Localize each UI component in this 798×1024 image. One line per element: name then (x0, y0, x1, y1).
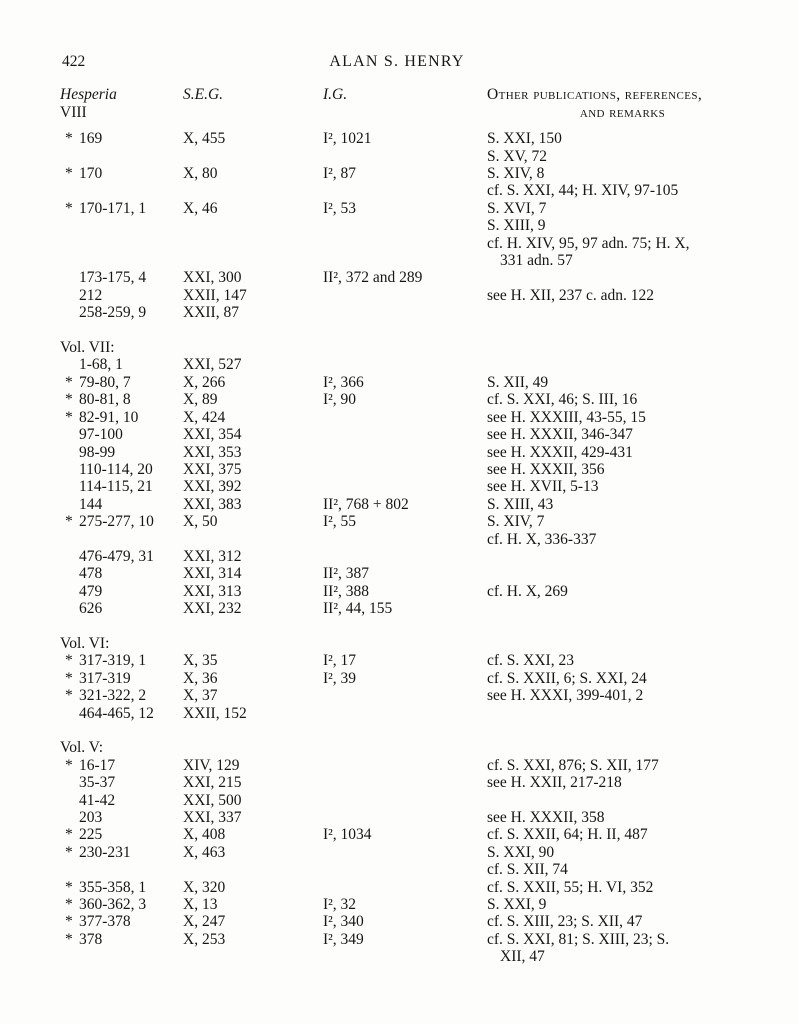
hesperia-reference-cell: 360-362, 3 (79, 896, 147, 914)
remark-line: S. XIII, 43 (487, 495, 554, 513)
seg-reference-cell: XXI, 215 (183, 774, 242, 792)
hesperia-reference-cell: 479 (79, 582, 103, 600)
hesperia-reference-cell: 321-322, 2 (79, 687, 147, 705)
remarks-cell (487, 879, 758, 896)
seg-reference-cell: X, 13 (183, 896, 218, 914)
remark-line: cf. S. XXI, 23 (487, 652, 574, 670)
hesperia-reference-cell: 626 (79, 600, 103, 618)
seg-reference-cell: XXI, 527 (183, 356, 242, 374)
row-star-marker: * (65, 165, 73, 183)
remarks-cell (487, 687, 758, 704)
section-title: Vol. VII: (60, 339, 115, 357)
row-star-marker: * (65, 843, 73, 861)
remark-line: 331 adn. 57 (500, 252, 573, 270)
remarks-cell (487, 583, 758, 600)
running-head (60, 53, 758, 70)
table-row (60, 913, 758, 930)
page-number: 422 (62, 53, 86, 70)
remarks-cell (487, 757, 758, 774)
ig-reference-cell: I², 340 (323, 913, 364, 931)
table-row (60, 565, 758, 582)
remark-line: XII, 47 (500, 948, 545, 966)
seg-reference-cell: X, 408 (183, 826, 226, 844)
remarks-cell (487, 896, 758, 913)
hesperia-reference-cell: 275-277, 10 (79, 513, 154, 531)
remarks-cell (487, 931, 758, 966)
seg-reference-cell: XXII, 147 (183, 286, 247, 304)
remarks-cell (487, 444, 758, 461)
seg-reference-cell: XXI, 500 (183, 791, 242, 809)
row-star-marker: * (65, 391, 73, 409)
other-publications-label-line2: and remarks (579, 103, 666, 121)
table-row (60, 269, 758, 286)
seg-reference-cell: XXI, 232 (183, 600, 242, 618)
remark-line: S. XV, 72 (487, 147, 548, 165)
remark-line: S. XIV, 7 (487, 513, 545, 531)
hesperia-reference-cell: 317-319 (79, 669, 131, 687)
row-star-marker: * (65, 826, 73, 844)
table-row (60, 426, 758, 443)
table-row (60, 705, 758, 722)
row-star-marker: * (65, 513, 73, 531)
remark-line: see H. XXXII, 429-431 (487, 443, 633, 461)
remarks-cell (487, 844, 758, 879)
hesperia-reference-cell: 82-91, 10 (79, 408, 139, 426)
table-row (60, 356, 758, 373)
remark-line: cf. S. XXI, 44; H. XIV, 97-105 (487, 182, 679, 200)
hesperia-reference-cell: 230-231 (79, 843, 131, 861)
remark-line: S. XII, 49 (487, 373, 549, 391)
column-header-other-publications (487, 86, 758, 121)
ig-reference-cell: I², 90 (323, 391, 357, 409)
remark-line: cf. S. XXII, 55; H. VI, 352 (487, 878, 654, 896)
ig-reference-cell: I², 55 (323, 513, 357, 531)
remark-line: cf. S. XXI, 46; S. III, 16 (487, 391, 638, 409)
seg-reference-cell: X, 89 (183, 391, 218, 409)
remark-line: S. XVI, 7 (487, 199, 547, 217)
table-row (60, 670, 758, 687)
table-row (60, 287, 758, 304)
section-title: Vol. V: (60, 739, 104, 757)
hesperia-reference-cell: 317-319, 1 (79, 652, 147, 670)
remarks-cell (487, 652, 758, 669)
other-publications-label-line1: Other publications, references, (487, 86, 703, 104)
hesperia-reference-cell: 258-259, 9 (79, 304, 147, 322)
seg-reference-cell: X, 36 (183, 669, 218, 687)
table-row (60, 391, 758, 408)
running-head-author: ALAN S. HENRY (329, 53, 465, 70)
column-header-hesperia (60, 86, 183, 121)
ig-reference-cell: II², 372 and 289 (323, 269, 423, 287)
remarks-cell (487, 287, 758, 304)
seg-reference-cell: X, 463 (183, 843, 226, 861)
row-star-marker: * (65, 687, 73, 705)
hesperia-reference-cell: 16-17 (79, 756, 116, 774)
hesperia-reference-cell: 203 (79, 809, 103, 826)
hesperia-reference-cell: 97-100 (79, 426, 123, 444)
ig-reference-cell: I², 87 (323, 165, 357, 183)
hesperia-reference-cell: 170 (79, 165, 103, 183)
seg-reference-cell: XXI, 313 (183, 582, 242, 600)
remark-line: S. XXI, 9 (487, 896, 547, 914)
seg-reference-cell: XXII, 87 (183, 304, 239, 322)
seg-reference-cell: XXI, 383 (183, 495, 242, 513)
ig-reference-cell: I², 53 (323, 199, 357, 217)
remarks-cell (487, 374, 758, 391)
hesperia-reference-cell: 212 (79, 286, 103, 304)
seg-reference-cell: X, 46 (183, 199, 218, 217)
hesperia-reference-cell: 355-358, 1 (79, 878, 147, 896)
table-row (60, 931, 758, 966)
hesperia-reference-cell: 476-479, 31 (79, 547, 154, 565)
remarks-cell (487, 513, 758, 548)
table-row (60, 774, 758, 791)
remark-line: cf. S. XII, 74 (487, 861, 568, 879)
table-column-headers (60, 86, 758, 121)
table-row (60, 844, 758, 879)
seg-reference-cell: XXI, 354 (183, 426, 242, 444)
hesperia-reference-cell: 110-114, 20 (79, 460, 153, 478)
seg-reference-cell: X, 35 (183, 652, 218, 670)
row-star-marker: * (65, 896, 73, 914)
hesperia-reference-cell: 225 (79, 826, 103, 844)
table-row (60, 165, 758, 200)
remark-line: cf. H. XIV, 95, 97 adn. 75; H. X, (487, 234, 690, 252)
remark-line: cf. S. XXI, 81; S. XIII, 23; S. (487, 930, 670, 948)
row-star-marker: * (65, 130, 73, 148)
hesperia-reference-cell: 169 (79, 130, 103, 148)
remark-line: S. XIV, 8 (487, 165, 545, 183)
hesperia-reference-cell: 1-68, 1 (79, 356, 123, 374)
hesperia-label: Hesperia (60, 86, 117, 104)
remark-line: see H. XXXII, 356 (487, 460, 605, 478)
seg-reference-cell: XXI, 392 (183, 478, 242, 496)
table-row (60, 461, 758, 478)
table-row (60, 548, 758, 565)
hesperia-reference-cell: 35-37 (79, 774, 116, 792)
seg-reference-cell: X, 320 (183, 878, 226, 896)
table-row (60, 200, 758, 270)
hesperia-reference-cell: 170-171, 1 (79, 199, 147, 217)
remark-line: cf. H. X, 336-337 (487, 530, 597, 548)
hesperia-reference-cell: 80-81, 8 (79, 391, 131, 409)
remark-line: see H. XVII, 5-13 (487, 478, 599, 496)
remark-line: cf. S. XIII, 23; S. XII, 47 (487, 913, 643, 931)
table-row (60, 130, 758, 165)
ig-reference-cell: I², 349 (323, 930, 364, 948)
hesperia-reference-cell: 79-80, 7 (79, 373, 131, 391)
remarks-cell (487, 809, 758, 826)
seg-reference-cell: XIV, 129 (183, 756, 240, 774)
ig-reference-cell: I², 32 (323, 896, 357, 914)
seg-reference-cell: XXI, 300 (183, 269, 242, 287)
seg-reference-cell: X, 50 (183, 513, 218, 531)
row-star-marker: * (65, 913, 73, 931)
table-row (60, 652, 758, 669)
ig-reference-cell: I², 39 (323, 669, 357, 687)
remark-line: see H. XXXII, 346-347 (487, 426, 633, 444)
seg-reference-cell: XXI, 375 (183, 460, 242, 478)
remarks-cell (487, 913, 758, 930)
table-row (60, 809, 758, 826)
table-row (60, 600, 758, 617)
seg-reference-cell: X, 80 (183, 165, 218, 183)
column-header-seg: S.E.G. (183, 86, 224, 104)
remark-line: see H. XXXI, 399-401, 2 (487, 687, 644, 705)
hesperia-reference-cell: 377-378 (79, 913, 131, 931)
remarks-cell (487, 130, 758, 165)
seg-reference-cell: X, 247 (183, 913, 226, 931)
remark-line: see H. XXXIII, 43-55, 15 (487, 408, 646, 426)
row-star-marker: * (65, 756, 73, 774)
hesperia-volume-label: VIII (60, 103, 87, 121)
row-star-marker: * (65, 878, 73, 896)
remarks-cell (487, 478, 758, 495)
remark-line: cf. S. XXII, 64; H. II, 487 (487, 826, 648, 844)
ig-reference-cell: II², 768 + 802 (323, 495, 409, 513)
hesperia-reference-cell: 144 (79, 495, 103, 513)
remark-line: S. XXI, 90 (487, 843, 555, 861)
row-star-marker: * (65, 930, 73, 948)
remark-line: cf. H. X, 269 (487, 582, 568, 600)
ig-reference-cell: II², 44, 155 (323, 600, 393, 618)
hesperia-reference-cell: 378 (79, 930, 103, 948)
column-header-ig: I.G. (323, 86, 348, 104)
remark-line: S. XIII, 9 (487, 217, 546, 235)
ig-reference-cell: I², 1034 (323, 826, 372, 844)
remark-line: cf. S. XXI, 876; S. XII, 177 (487, 756, 659, 774)
remarks-cell (487, 391, 758, 408)
table-row (60, 792, 758, 809)
table-row (60, 478, 758, 495)
remark-line: cf. S. XXII, 6; S. XXI, 24 (487, 669, 647, 687)
hesperia-reference-cell: 114-115, 21 (79, 478, 153, 496)
ig-reference-cell: I², 17 (323, 652, 357, 670)
table-row (60, 409, 758, 426)
seg-reference-cell: XXII, 152 (183, 704, 247, 722)
ig-reference-cell: I², 1021 (323, 130, 372, 148)
remarks-cell (487, 461, 758, 478)
section-title: Vol. VI: (60, 634, 110, 652)
seg-reference-cell: X, 455 (183, 130, 226, 148)
row-star-marker: * (65, 652, 73, 670)
remark-line: see H. XII, 237 c. adn. 122 (487, 286, 655, 304)
table-row (60, 444, 758, 461)
seg-reference-cell: XXI, 312 (183, 547, 242, 565)
remarks-cell (487, 774, 758, 791)
table-row (60, 687, 758, 704)
hesperia-reference-cell: 173-175, 4 (79, 269, 147, 287)
remarks-cell (487, 826, 758, 843)
table-body (60, 130, 758, 965)
table-row (60, 826, 758, 843)
row-star-marker: * (65, 199, 73, 217)
seg-reference-cell: XXI, 353 (183, 443, 242, 461)
seg-reference-cell: X, 266 (183, 373, 226, 391)
hesperia-reference-cell: 478 (79, 565, 103, 583)
remarks-cell (487, 165, 758, 200)
hesperia-reference-cell: 464-465, 12 (79, 704, 154, 722)
ig-reference-cell: II², 388 (323, 582, 369, 600)
table-row (60, 879, 758, 896)
ig-reference-cell: II², 387 (323, 565, 369, 583)
seg-reference-cell: X, 253 (183, 930, 226, 948)
table-row (60, 304, 758, 321)
remark-line: see H. XXII, 217-218 (487, 774, 622, 792)
seg-reference-cell: X, 424 (183, 408, 226, 426)
row-star-marker: * (65, 373, 73, 391)
remarks-cell (487, 670, 758, 687)
hesperia-reference-cell: 41-42 (79, 791, 116, 809)
hesperia-reference-cell: 98-99 (79, 443, 116, 461)
seg-reference-cell: X, 37 (183, 687, 218, 705)
table-row (60, 496, 758, 513)
remarks-cell (487, 409, 758, 426)
row-star-marker: * (65, 408, 73, 426)
seg-reference-cell: XXI, 337 (183, 809, 242, 826)
table-row (60, 513, 758, 548)
ig-reference-cell: I², 366 (323, 373, 364, 391)
remarks-cell (487, 496, 758, 513)
seg-reference-cell: XXI, 314 (183, 565, 242, 583)
row-star-marker: * (65, 669, 73, 687)
remark-line: see H. XXXII, 358 (487, 809, 605, 826)
remarks-cell (487, 200, 758, 270)
remark-line: S. XXI, 150 (487, 130, 562, 148)
table-row (60, 757, 758, 774)
table-row (60, 374, 758, 391)
remarks-cell (487, 426, 758, 443)
table-row (60, 896, 758, 913)
table-row (60, 583, 758, 600)
